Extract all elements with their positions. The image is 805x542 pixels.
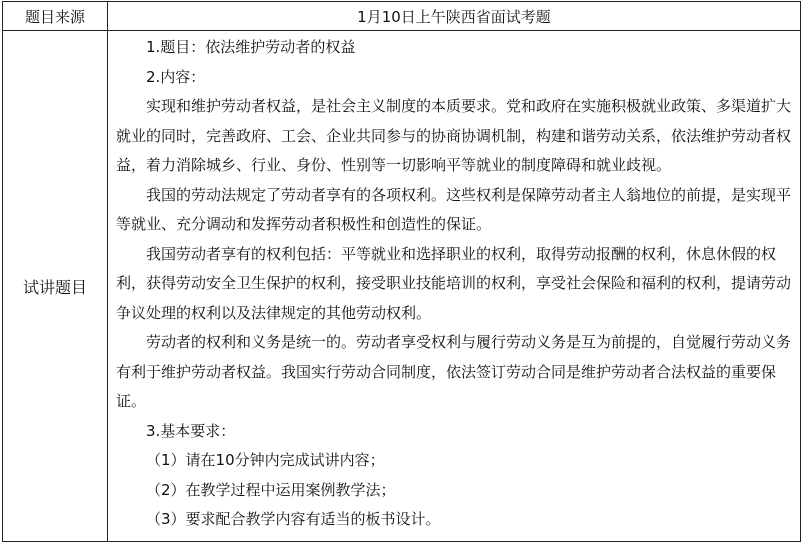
title-line: 1.题目：依法维护劳动者的权益 <box>146 38 356 56</box>
paragraph-2: 我国的劳动法规定了劳动者享有的各项权利。这些权利是保障劳动者主人翁地位的前提，是实现平等就业、充分调动和发挥劳动者积极性和创造性的保证。 <box>116 185 792 233</box>
row-label: 试讲题目 <box>3 31 108 542</box>
exam-table <box>2 1 801 542</box>
header-source-label: 题目来源 <box>3 2 108 31</box>
requirement-3: （3）要求配合教学内容有适当的板书设计。 <box>146 510 441 528</box>
requirements-label: 3.基本要求： <box>146 421 236 440</box>
requirement-2: （2）在教学过程中运用案例教学法； <box>146 480 396 499</box>
content-row <box>3 31 801 542</box>
content-label: 2.内容： <box>146 67 206 86</box>
content-cell <box>108 31 801 542</box>
paragraph-1: 实现和维护劳动者权益，是社会主义制度的本质要求。党和政府在实施积极就业政策、多渠道扩大就业的同时，完善政府、工会、企业共同参与的协商协调机制，构建和谐劳动关系，依法维护劳动者权益，着力消除城乡、行业、身份、性别等一切影响平等就业的制度障碍和就业歧视。 <box>116 97 792 174</box>
header-source-value: 1月10日上午陕西省面试考题 <box>108 2 801 31</box>
paragraph-3: 我国劳动者享有的权利包括：平等就业和选择职业的权利，取得劳动报酬的权利，休息休假的权利，获得劳动安全卫生保护的权利，接受职业技能培训的权利，享受社会保险和福利的权利，提请劳动争议处理的权利以及法律规定的其他劳动权利。 <box>116 244 792 322</box>
paragraph-4: 劳动者的权利和义务是统一的。劳动者享受权利与履行劳动义务是互为前提的，自觉履行劳动义务有利于维护劳动者权益。我国实行劳动合同制度，依法签订劳动合同是维护劳动者合法权益的重要保证。 <box>116 333 792 410</box>
header-row <box>3 2 801 31</box>
requirement-1: （1）请在10分钟内完成试讲内容； <box>146 451 385 469</box>
